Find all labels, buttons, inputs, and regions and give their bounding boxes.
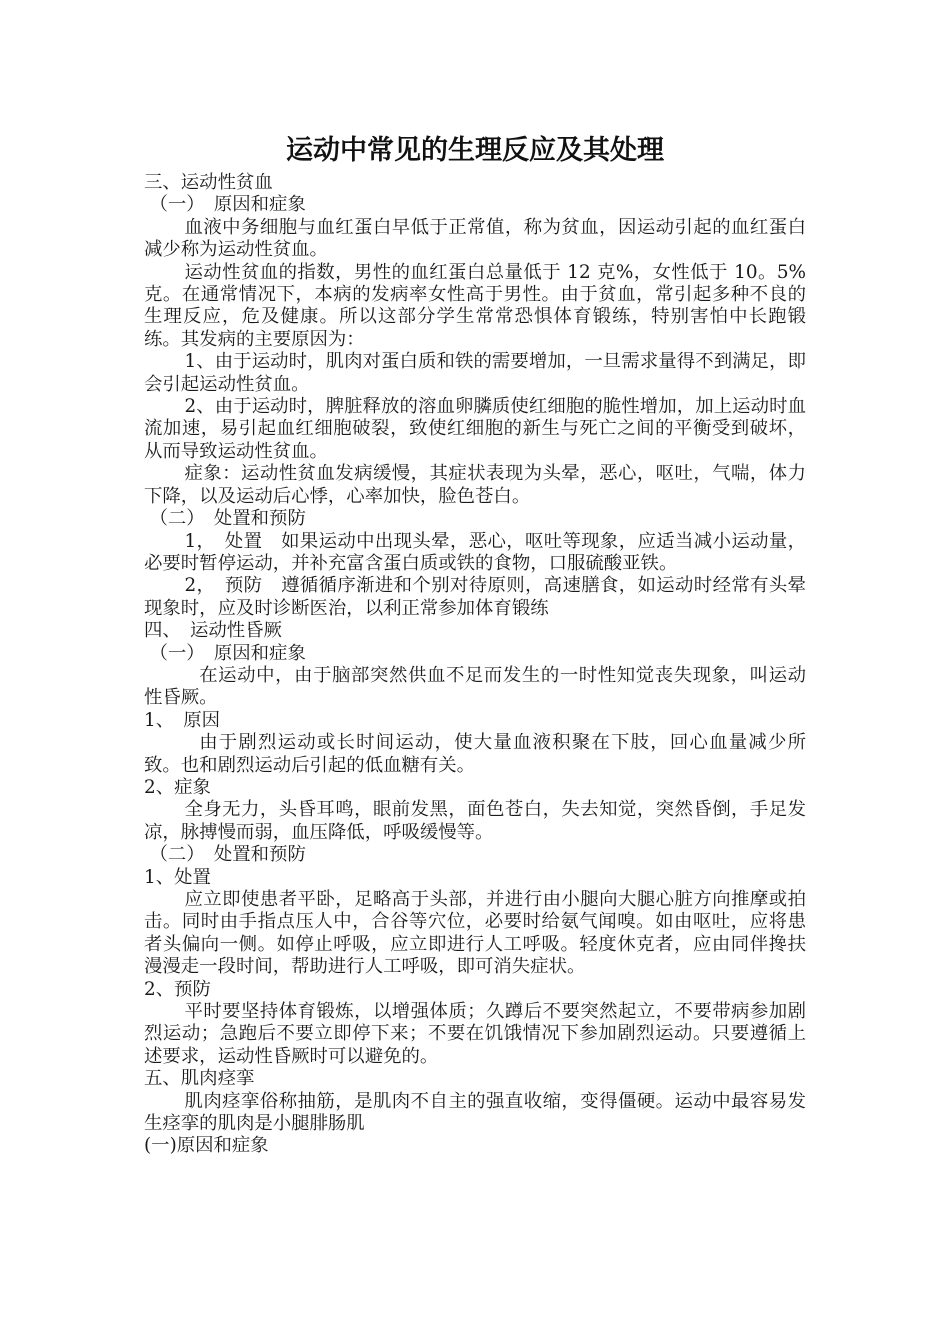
paragraph: 1， 处置 如果运动中出现头晕，恶心，呕吐等现象，应适当减小运动量，必要时暂停运动，并补充富含蛋白质或铁的食物，口服硫酸亚铁。: [144, 530, 806, 574]
paragraph: 症象：运动性贫血发病缓慢，其症状表现为头晕，恶心，呕吐，气喘，体力下降，以及运动后心悸，心率加快，脸色苍白。: [144, 463, 806, 507]
paragraph: 由于剧烈运动或长时间运动，使大量血液积聚在下肢，回心血量减少所致。也和剧烈运动后引起的低血糖有关。: [144, 732, 806, 776]
section-heading: 1、 原因: [144, 709, 221, 731]
document-body: [144, 172, 806, 1158]
paragraph: 1、由于运动时，肌肉对蛋白质和铁的需要增加，一旦需求量得不到满足，即会引起运动性贫血。: [144, 351, 806, 395]
paragraph: 在运动中，由于脑部突然供血不足而发生的一时性知觉丧失现象，叫运动性昏厥。: [144, 664, 806, 709]
paragraph: 血液中务细胞与血红蛋白早低于正常值，称为贫血，因运动引起的血红蛋白减少称为运动性贫血。: [144, 216, 806, 261]
section-heading: （一） 原因和症象: [149, 642, 306, 664]
section-heading: 2、症象: [144, 776, 211, 798]
paragraph: 2、由于运动时，脾脏释放的溶血卵膦质使红细胞的脆性增加，加上运动时血流加速，易引起血红细胞破裂，致使红细胞的新生与死亡之间的平衡受到破坏，从而导致运动性贫血。: [144, 396, 806, 462]
section-heading: 四、 运动性昏厥: [144, 620, 282, 642]
section-heading: （一） 原因和症象: [149, 194, 306, 216]
section-heading: 1、处置: [144, 866, 211, 888]
paragraph: 肌肉痉挛俗称抽筋，是肌肉不自主的强直收缩，变得僵硬。运动中最容易发生痉挛的肌肉是小腿腓肠肌: [144, 1090, 806, 1135]
paragraph: 应立即使患者平卧，足略高于头部，并进行由小腿向大腿心脏方向推摩或拍击。同时由手指点压人中，合谷等穴位，必要时给氨气闻嗅。如由呕吐，应将患者头偏向一侧。如停止呼吸，应立即进行人工呼吸。轻度休克者，应由同伴搀扶漫漫走一段时间，帮助进行人工呼吸，即可消失症状。: [144, 889, 806, 978]
section-heading: (一)原因和症象: [144, 1135, 269, 1157]
section-heading: 五、肌肉痉挛: [144, 1068, 255, 1090]
document-title: 运动中常见的生理反应及其处理: [286, 135, 664, 166]
section-heading: （二） 处置和预防: [149, 844, 306, 866]
paragraph: 运动性贫血的指数，男性的血红蛋白总量低于 12 克%，女性低于 10。5%克。在通常情况下，本病的发病率女性高于男性。由于贫血，常引起多种不良的生理反应，危及健康。所以这部分学生常常恐惧体育锻练，特别害怕中长跑锻练。其发病的主要原因为：: [144, 261, 806, 350]
paragraph: 平时要坚持体育锻炼，以增强体质；久蹲后不要突然起立，不要带病参加剧烈运动；急跑后不要立即停下来；不要在饥饿情况下参加剧烈运动。只要遵循上述要求，运动性昏厥时可以避免的。: [144, 1001, 806, 1067]
paragraph: 2， 预防 遵循循序渐进和个别对待原则，高速膳食，如运动时经常有头晕现象时，应及时诊断医治，以利正常参加体育锻练: [144, 575, 806, 619]
section-heading: 2、预防: [144, 978, 211, 1000]
paragraph: 全身无力，头昏耳鸣，眼前发黑，面色苍白，失去知觉，突然昏倒，手足发凉，脉搏慢而弱，血压降低，呼吸缓慢等。: [144, 799, 806, 843]
section-heading: 三、运动性贫血: [144, 172, 273, 193]
section-heading: （二） 处置和预防: [149, 508, 306, 530]
